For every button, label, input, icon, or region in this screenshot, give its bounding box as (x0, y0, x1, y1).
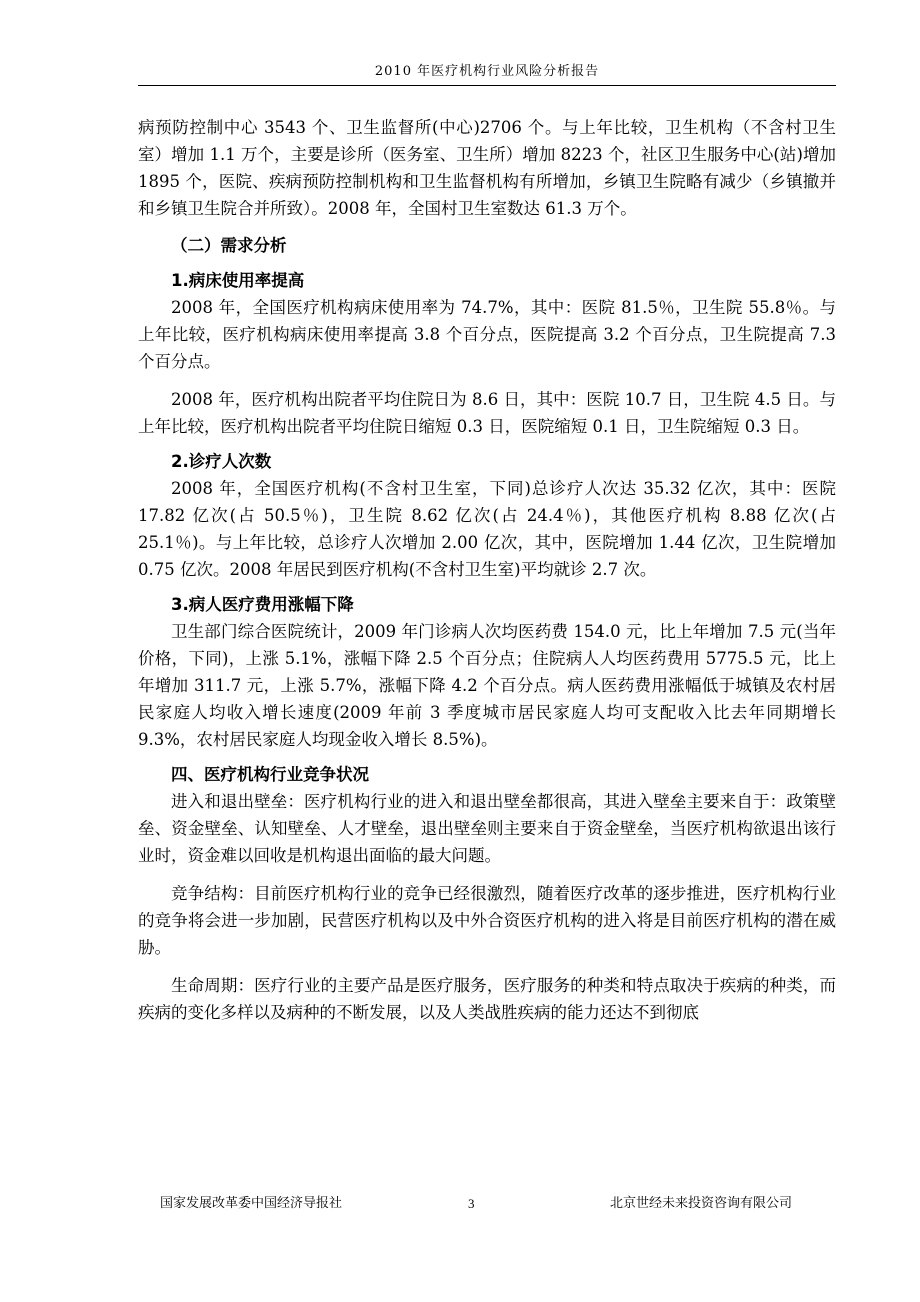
paragraph-bed-usage: 2008 年，全国医疗机构病床使用率为 74.7%，其中：医院 81.5％，卫生院 55.8％。与上年比较，医疗机构病床使用率提高 3.8 个百分点，医院提高 3.2 个百分点，卫生院提高 7.3 个百分点。 (138, 298, 836, 371)
paragraph-life-cycle: 生命周期：医疗行业的主要产品是医疗服务，医疗服务的种类和特点取决于疾病的种类，而疾病的变化多样以及病种的不断发展，以及人类战胜疾病的能力还达不到彻底 (138, 976, 836, 1022)
footer-company: 北京世经未来投资咨询有限公司 (609, 1196, 792, 1211)
page-footer (138, 1194, 836, 1214)
intro-paragraph: 病预防控制中心 3543 个、卫生监督所(中心)2706 个。与上年比较，卫生机构（不含村卫生室）增加 1.1 万个，主要是诊所（医务室、卫生所）增加 8223 个，社区卫生服务中心(站)增加 1895 个，医院、疾病预防控制机构和卫生监督机构有所增加，乡镇卫生院略有减少（乡镇撤并和乡镇卫生院合并所致）。2008 年，全国村卫生室数达 61.3 万个。 (138, 118, 836, 218)
header-divider (138, 85, 836, 86)
page-number: 3 (468, 1196, 475, 1211)
section-heading-competition: 四、医疗机构行业竞争状况 (171, 765, 369, 784)
section-heading-demand: （二）需求分析 (171, 236, 287, 255)
document-body (138, 114, 836, 1026)
paragraph-costs: 卫生部门综合医院统计，2009 年门诊病人次均医药费 154.0 元，比上年增加 7.5 元(当年价格，下同)，上涨 5.1%，涨幅下降 2.5 个百分点；住院病人人均医药费用 5775.5 元，比上年增加 311.7 元，上涨 5.7%，涨幅下降 4.2 个百分点。病人医药费用涨幅低于城镇及农村居民家庭人均收入增长速度(2009 年前 3 季度城市居民家庭人均可支配收入比去年同期增长 9.3%，农村居民家庭人均现金收入增长 8.5%)。 (138, 622, 836, 749)
subheading-bed-usage: 1.病床使用率提高 (171, 271, 305, 290)
paragraph-competition-structure: 竞争结构：目前医疗机构行业的竞争已经很激烈，随着医疗改革的逐步推进，医疗机构行业的竞争将会进一步加剧，民营医疗机构以及中外合资医疗机构的进入将是目前医疗机构的潜在威胁。 (138, 884, 836, 957)
paragraph-barriers: 进入和退出壁垒：医疗机构行业的进入和退出壁垒都很高，其进入壁垒主要来自于：政策壁垒、资金壁垒、认知壁垒、人才壁垒，退出壁垒则主要来自于资金壁垒，当医疗机构欲退出该行业时，资金难以回收是机构退出面临的最大问题。 (138, 792, 836, 865)
paragraph-visits: 2008 年，全国医疗机构(不含村卫生室，下同)总诊疗人次达 35.32 亿次，其中：医院 17.82 亿次(占 50.5％)，卫生院 8.62 亿次(占 24.4％)，其他医疗机构 8.88 亿次(占 25.1％)。与上年比较，总诊疗人次增加 2.00 亿次，其中，医院增加 1.44 亿次，卫生院增加 0.75 亿次。2008 年居民到医疗机构(不含村卫生室)平均就诊 2.7 次。 (138, 479, 836, 579)
page-header-title: 2010 年医疗机构行业风险分析报告 (374, 64, 600, 79)
footer-publisher: 国家发展改革委中国经济导报社 (160, 1196, 343, 1211)
paragraph-hospital-stay: 2008 年，医疗机构出院者平均住院日为 8.6 日，其中：医院 10.7 日，卫生院 4.5 日。与上年比较，医疗机构出院者平均住院日缩短 0.3 日，医院缩短 0.1 日，卫生院缩短 0.3 日。 (138, 390, 836, 436)
subheading-costs: 3.病人医疗费用涨幅下降 (171, 595, 354, 614)
subheading-visits: 2.诊疗人次数 (171, 452, 272, 471)
